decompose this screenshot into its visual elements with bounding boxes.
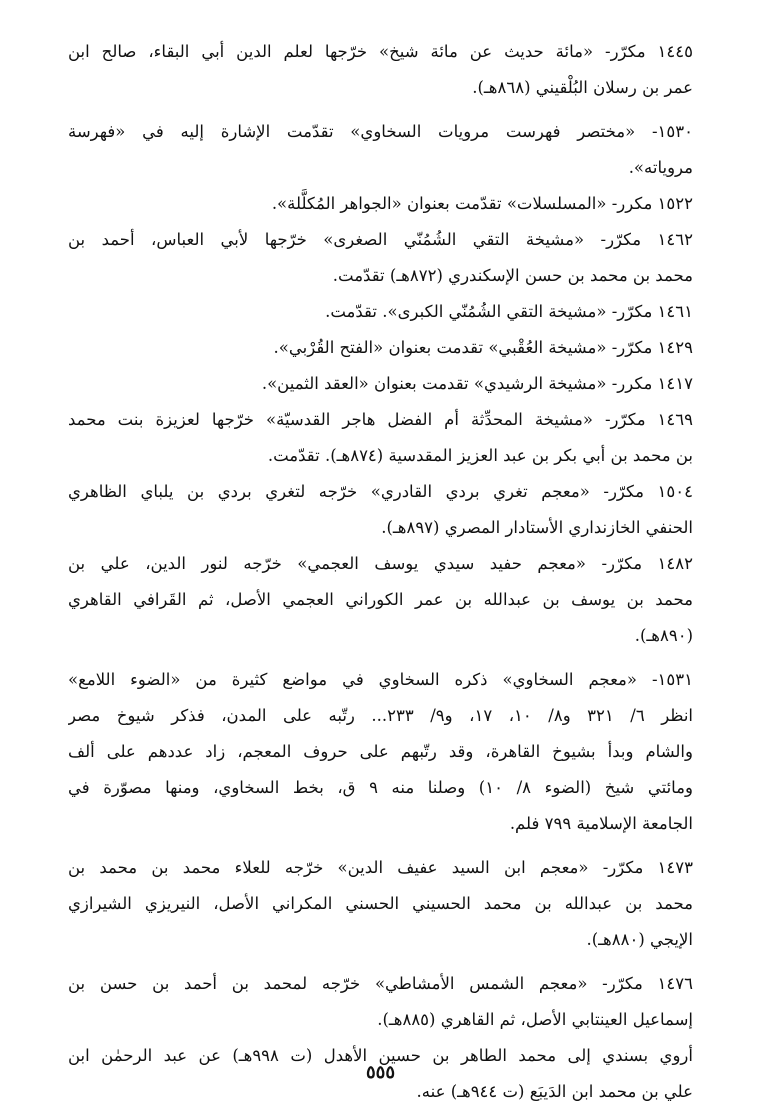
text-line: بن محمد بن أبي بكر بن عبد العزيز المقدسية (٨٧٤هـ). تقدّمت. (267, 446, 693, 465)
text-line: محمد بن محمد بن حسن الإسكندري (٨٧٢هـ) تقدّمت. (332, 266, 693, 285)
text-line: أروي بسندي إلى محمد الطاهر بن حسين الأهدل (ت ٩٩٨هـ) عن عبد الرحمٰن ابن (68, 1046, 693, 1065)
text-line: (٨٩٠هـ). (634, 626, 693, 645)
text-line: ١٤٨٢ مكرّر- «معجم حفيد سيدي يوسف العجمي» خرّجه لنور الدين، علي بن (68, 554, 693, 573)
text-line: ١٤٦٩ مكرّر- «مشيخة المحدِّثة أم الفضل هاجر القدسيّة» خرّجها لعزيزة بنت محمد (68, 410, 693, 429)
text-line: مروياته». (628, 158, 693, 177)
text-line: محمد بن عبدالله بن محمد الحسيني الحسني المكراني الأصل، النيريزي الشيرازي (68, 894, 693, 913)
text-line: محمد بن يوسف بن عبدالله بن عمر الكوراني العجمي الأصل، ثم القَرافي القاهري (68, 590, 693, 609)
text-line: ١٥٢٢ مكرر- «المسلسلات» تقدّمت بعنوان «الجواهر المُكلَّلة». (271, 194, 693, 213)
text-line: الإيجي (٨٨٠هـ). (586, 930, 693, 949)
text-line: ١٥٠٤ مكرّر- «معجم تغري بردي القادري» خرّجه لتغري بردي بن يلباي الظاهري (68, 482, 693, 501)
text-line: ١٤٦٢ مكرّر- «مشيخة التقي الشُمُنّي الصغرى» خرّجها لأبي العباس، أحمد بن (68, 230, 693, 249)
text-line: ١٤١٧ مكرر- «مشيخة الرشيدي» تقدمت بعنوان «العقد الثمين». (261, 374, 693, 393)
text-line: عمر بن رسلان البُلْقيني (٨٦٨هـ). (472, 78, 693, 97)
text-line: ١٤٧٦ مكرّر- «معجم الشمس الأمشاطي» خرّجه لمحمد بن أحمد بن حسن بن (68, 974, 693, 993)
text-line: ١٤٢٩ مكرّر- «مشيخة العُقْبي» تقدمت بعنوان «الفتح القُرْبي». (273, 338, 693, 357)
text-line: إسماعيل العينتابي الأصل، ثم القاهري (٨٨٥هـ). (377, 1010, 693, 1029)
text-line: ١٤٦١ مكرّر- «مشيخة التقي الشُمُنّي الكبرى». تقدّمت. (325, 302, 693, 321)
text-line: علي بن محمد ابن الدَيبَع (ت ٩٤٤هـ) عنه. (416, 1082, 693, 1101)
text-line: والشام وبدأ بشيوخ القاهرة، وقد رتّبهم على حروف المعجم، زاد عددهم على ألف (68, 742, 693, 761)
text-line: الجامعة الإسلامية ٧٩٩ فلم. (509, 814, 693, 833)
text-line: ١٤٤٥ مكرّر- «مائة حديث عن مائة شيخ» خرّجها لعلم الدين أبي البقاء، صالح ابن (68, 42, 693, 61)
text-line: ١٤٧٣ مكرّر- «معجم ابن السيد عفيف الدين» خرّجه للعلاء محمد بن محمد بن (68, 858, 693, 877)
text-line: ومائتي شيخ (الضوء ٨/ ١٠) وصلنا منه ٩ ق، بخط السخاوي، ومنها مصوّرة في (68, 778, 693, 797)
text-line: ١٥٣٠- «مختصر فهرست مرويات السخاوي» تقدّمت الإشارة إليه في «فهرسة (68, 122, 693, 141)
page-number: ٥٥٥ (365, 1062, 395, 1083)
text-line: الحنفي الخازنداري الأستادار المصري (٨٩٧هـ). (381, 518, 693, 537)
text-line: ١٥٣١- «معجم السخاوي» ذكره السخاوي في مواضع كثيرة من «الضوء اللامع» (68, 670, 693, 689)
text-line: انظر ٦/ ٣٢١ و٨/ ١٠، ١٧، و٩/ ٢٣٣... رتّبه على المدن، فذكر شيوخ مصر (68, 706, 693, 725)
